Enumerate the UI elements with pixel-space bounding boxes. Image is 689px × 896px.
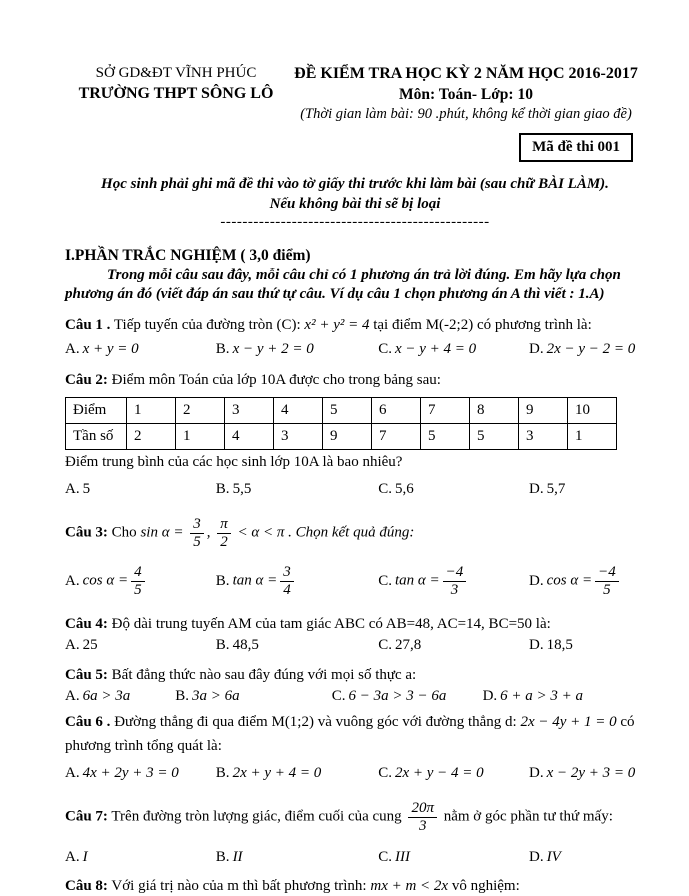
question-1-options [65,340,645,360]
table-cell: 2 [127,424,176,450]
fraction-numerator: 3 [280,564,294,582]
option-a [65,848,216,868]
question-number: Câu 5: [65,667,108,684]
option-label: B. [215,572,230,589]
option-b [216,848,378,868]
option-value: 6 − 3a > 3 − 6a [348,687,447,704]
stem-math: x² + y² = 4 [304,316,370,333]
fraction [595,564,619,598]
table-cell: 6 [372,398,421,424]
option-d [529,480,645,500]
option-a [65,764,216,784]
question-number: Câu 1 . [65,316,111,333]
option-value: 25 [82,636,98,653]
option-label: D. [528,764,544,781]
option-label: B. [215,480,230,497]
option-label: C. [378,636,392,653]
table-cell: 1 [176,424,225,450]
option-value: x + y = 0 [82,341,139,358]
option-label: D. [528,572,544,589]
option-value: IV [546,849,561,866]
table-row-label: Tần số [66,424,127,450]
question-8-stem [65,877,645,896]
notice-line-1: Học sinh phải ghi mã đề thi vào tờ giấy thi trước khi làm bài (sau chữ BÀI LÀM). [101,176,609,193]
question-5 [65,666,645,706]
option-value: 18,5 [546,636,573,653]
option-b [216,764,378,784]
option-label: C. [378,764,392,781]
option-label: B. [215,849,230,866]
question-8 [65,877,645,896]
question-2-options [65,480,645,500]
question-5-stem [65,666,645,686]
exam-duration: (Thời gian làm bài: 90 .phút, không kể thời gian giao đề) [300,105,632,122]
section-heading: I.PHẦN TRẮC NGHIỆM ( 3,0 điểm) [65,246,311,264]
option-label: C. [378,480,392,497]
option-label: D. [528,480,544,497]
school-name: TRƯỜNG THPT SÔNG LÔ [78,84,274,102]
option-label: A. [65,636,80,653]
fraction-denominator: 2 [220,533,228,550]
question-1 [65,316,645,360]
exam-code-box: Mã đề thi 001 [519,133,633,163]
fraction [131,564,145,598]
option-a [65,340,216,360]
question-1-stem [65,316,645,336]
table-row [66,424,617,450]
option-value: tan α = [394,572,440,589]
option-value: 5,7 [546,480,566,497]
question-2 [65,371,645,500]
table-cell: 7 [372,424,421,450]
option-label: B. [215,764,230,781]
option-value: II [232,849,243,866]
option-value: 2x + y − 4 = 0 [394,764,484,781]
option-value: cos α = [82,572,129,589]
option-d [529,340,645,360]
fraction-denominator: 5 [134,581,142,598]
option-d [529,764,645,784]
table-cell: 7 [421,398,470,424]
fraction [408,800,437,834]
table-cell: 3 [225,398,274,424]
stem-text: Với giá trị nào của m thì bất phương trình: [111,877,367,894]
option-value: x − y + 2 = 0 [232,341,314,358]
stem-math: < α < π . Chọn kết quả đúng: [237,524,415,541]
question-number: Câu 4: [65,616,108,633]
table-cell: 4 [225,424,274,450]
question-number: Câu 8: [65,877,108,894]
question-4-options [65,636,645,656]
stem-math: mx + m < 2x [370,877,449,894]
question-number: Câu 6 . [65,714,111,731]
option-label: C. [378,849,392,866]
table-cell: 5 [421,424,470,450]
header-school-block [65,64,287,104]
option-a [65,687,175,707]
option-a [65,563,216,599]
fraction-denominator: 5 [193,533,201,550]
option-label: D. [528,636,544,653]
fraction-denominator: 3 [450,581,459,598]
question-4 [65,615,645,655]
fraction-denominator: 3 [418,817,427,834]
option-value: x − 2y + 3 = 0 [546,764,636,781]
question-7 [65,799,645,868]
exam-header [65,64,645,124]
option-label: B. [215,636,230,653]
option-label: B. [215,341,230,358]
fraction-numerator: −4 [595,564,619,582]
option-value: 48,5 [232,636,259,653]
option-c [378,636,529,656]
option-label: D. [482,687,498,704]
option-value: 2x + y + 4 = 0 [232,764,322,781]
option-label: A. [65,687,80,704]
divider: ------------------------------------------------- [220,214,490,231]
question-6 [65,711,645,783]
stem-text: Bất đẳng thức nào sau đây đúng với mọi số thực a: [111,667,417,684]
option-a [65,636,216,656]
option-value: x − y + 4 = 0 [394,341,477,358]
stem-math: 2x − 4y + 1 = 0 [520,714,617,731]
option-value: 27,8 [394,636,422,653]
question-2-stem [65,371,645,391]
option-label: A. [65,480,80,497]
section-instruction: Trong mỗi câu sau đây, mỗi câu chỉ có 1 phương án trả lời đúng. Em hãy lựa chọn phương án đó (viết đáp án sau thứ tự câu. Ví dụ câu 1 chọn phương án A thì viết : 1.A) [65,266,621,303]
fraction-numerator: π [217,516,231,534]
stem-text: Đường thẳng đi qua điểm M(1;2) và vuông góc với đường thẳng d: [114,714,517,731]
question-3-stem [65,515,645,551]
table-cell: 10 [568,398,617,424]
table-cell: 1 [127,398,176,424]
option-value: III [394,849,410,866]
stem-text: Cho [111,524,137,541]
stem-text: Điểm môn Toán của lớp 10A được cho trong bảng sau: [111,371,441,388]
stem-text: , [206,524,211,541]
table-cell: 3 [519,424,568,450]
question-4-stem [65,615,645,635]
option-value: 4x + 2y + 3 = 0 [82,764,179,781]
question-number: Câu 7: [65,808,108,825]
stem-text: vô nghiệm: [451,877,520,894]
option-value: 6a > 3a [82,687,131,704]
question-3 [65,515,645,599]
fraction-denominator: 5 [603,581,611,598]
option-label: A. [65,341,80,358]
option-label: D. [528,849,544,866]
stem-text: có phương trình tổng quát là: [65,714,635,754]
option-d [529,636,645,656]
fraction [217,516,231,550]
option-b [216,636,378,656]
option-value: I [82,849,88,866]
question-3-options [65,563,645,599]
option-c [378,848,529,868]
option-label: D. [528,341,544,358]
question-6-options [65,764,645,784]
question-2-subquestion: Điểm trung bình của các học sinh lớp 10A là bao nhiêu? [65,454,403,471]
option-label: A. [65,572,80,589]
option-value: 2x − y − 2 = 0 [546,341,636,358]
question-number: Câu 2: [65,371,108,388]
question-5-options [65,687,645,707]
option-d [529,848,645,868]
option-c [378,563,529,599]
option-a [65,480,216,500]
option-value: tan α = [232,572,278,589]
table-cell: 3 [274,424,323,450]
table-cell: 9 [323,424,372,450]
option-label: C. [331,687,346,704]
fraction-numerator: 20π [408,800,437,818]
stem-text: nằm ở góc phần tư thứ mấy: [443,808,613,825]
option-b [175,687,332,707]
option-value: 3a > 6a [191,687,240,704]
header-title-block [287,64,645,124]
option-label: A. [65,849,80,866]
table-cell: 9 [519,398,568,424]
fraction-numerator: 3 [190,516,204,534]
stem-math: sin α = [140,524,184,541]
fraction [443,564,467,598]
option-c [332,687,483,707]
table-row [66,398,617,424]
table-cell: 8 [470,398,519,424]
table-cell: 2 [176,398,225,424]
table-cell: 4 [274,398,323,424]
option-c [378,480,529,500]
notice-block [65,175,645,231]
fraction [190,516,204,550]
stem-text: Trên đường tròn lượng giác, điểm cuối của cung [111,808,402,825]
option-d [483,687,645,707]
option-b [216,340,378,360]
table-cell: 5 [323,398,372,424]
option-value: 5 [82,480,91,497]
frequency-table [65,397,617,450]
school-department: SỞ GD&ĐT VĨNH PHÚC [95,65,257,81]
option-label: A. [65,764,80,781]
table-row-label: Điểm [66,398,127,424]
table-cell: 5 [470,424,519,450]
exam-subject: Môn: Toán- Lớp: 10 [399,85,533,103]
stem-text: Độ dài trung tuyến AM của tam giác ABC có AB=48, AC=14, BC=50 là: [111,616,551,633]
fraction-numerator: 4 [131,564,145,582]
option-d [529,563,645,599]
table-cell: 1 [568,424,617,450]
option-b [216,480,378,500]
option-value: 5,6 [394,480,414,497]
stem-text: Tiếp tuyến của đường tròn (C): [113,316,301,333]
fraction-denominator: 4 [283,581,291,598]
option-value: 6 + a > 3 + a [500,687,584,704]
exam-title: ĐỀ KIỂM TRA HỌC KỲ 2 NĂM HỌC 2016-2017 [294,65,638,82]
question-7-options [65,848,645,868]
option-label: B. [175,687,189,704]
option-b [216,563,378,599]
question-7-stem [65,799,645,835]
option-label: C. [378,572,392,589]
question-6-stem [65,711,645,758]
option-label: C. [378,341,392,358]
option-c [378,764,529,784]
option-value: cos α = [546,572,593,589]
exam-code-row [65,133,633,163]
fraction [280,564,294,598]
notice-line-2: Nếu không bài thi sẽ bị loại [269,195,441,212]
stem-text: tại điểm M(-2;2) có phương trình là: [373,316,592,333]
option-c [378,340,529,360]
option-value: 5,5 [232,480,252,497]
fraction-numerator: −4 [443,564,467,582]
question-number: Câu 3: [65,524,108,541]
